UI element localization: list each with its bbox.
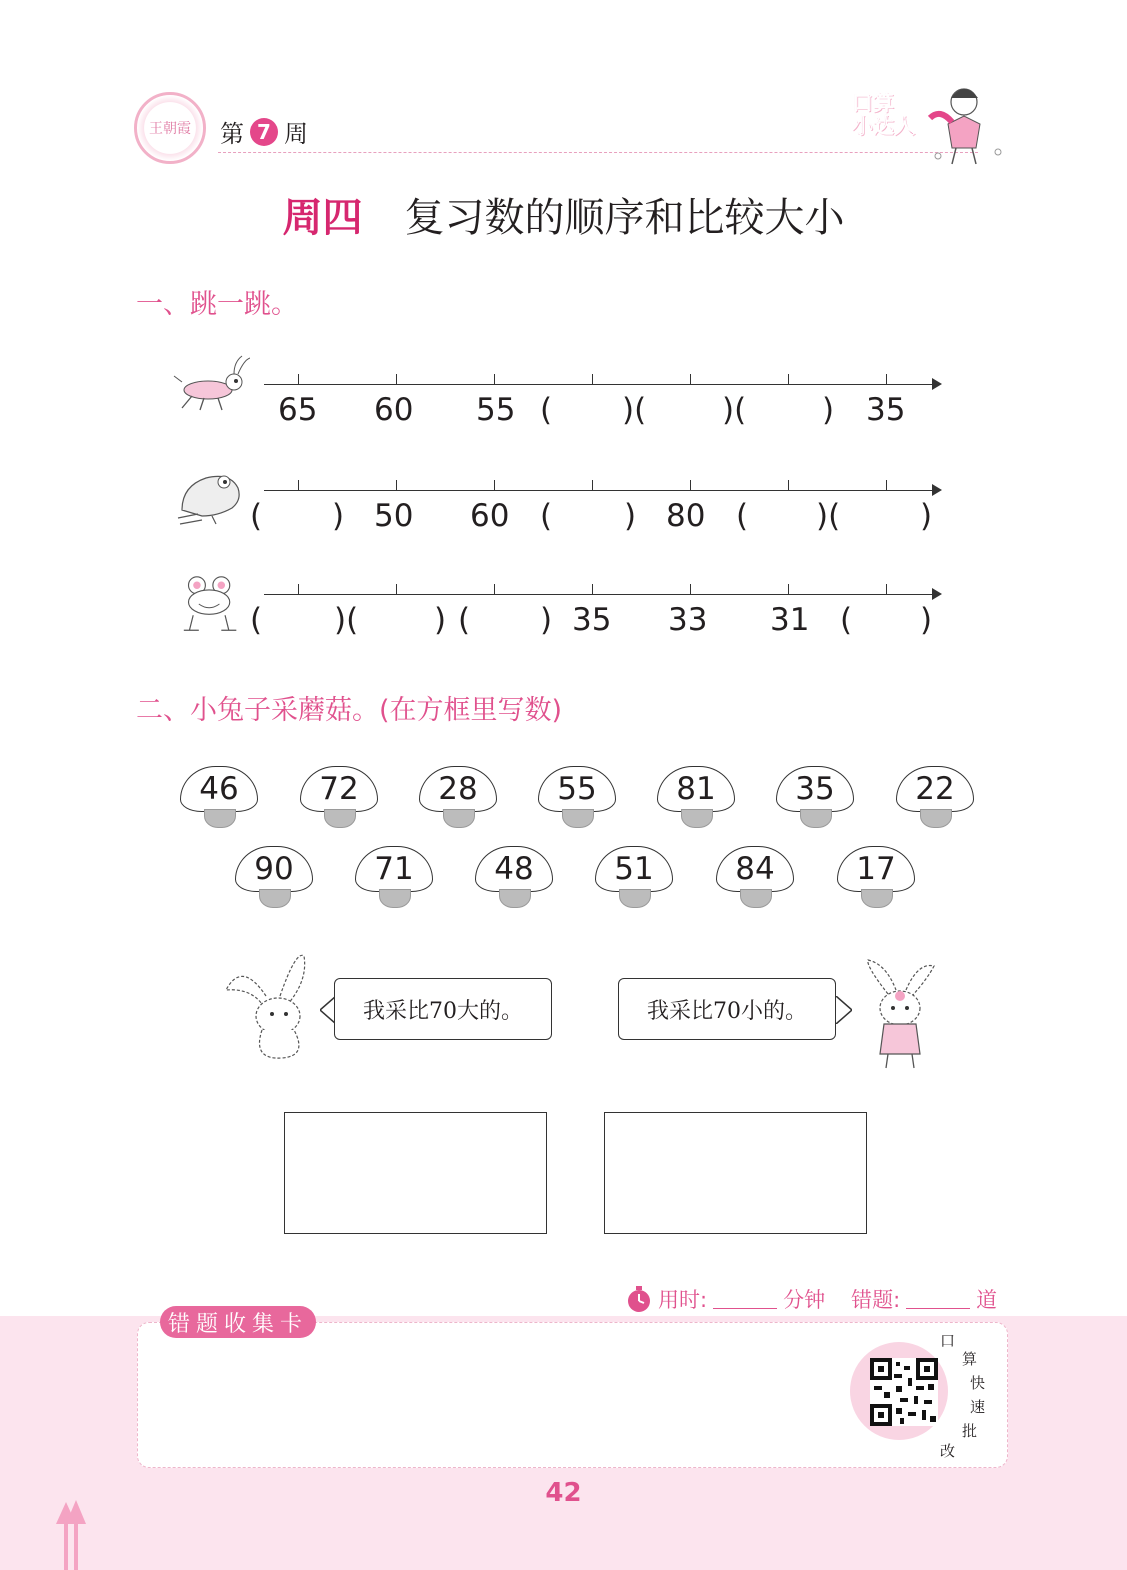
mushroom-number: 22	[896, 766, 974, 812]
errors-unit: 道	[976, 1288, 998, 1312]
qr-side-char: 批	[962, 1422, 978, 1440]
mushroom-stem	[861, 889, 893, 908]
publisher-logo	[134, 92, 206, 164]
nl2-label: 60	[470, 498, 510, 534]
mushroom-stem	[681, 809, 713, 828]
frog-standing-icon	[172, 574, 250, 634]
mushroom-card[interactable]	[896, 766, 976, 828]
mushroom-card[interactable]	[776, 766, 856, 828]
qr-side-char: 改	[940, 1442, 956, 1460]
mushroom-number: 90	[235, 846, 313, 892]
nl2-answer-blank[interactable]: (	[736, 498, 749, 534]
arrow-right-icon	[932, 484, 942, 496]
nl1-label: 65	[278, 392, 318, 428]
mushroom-card[interactable]	[657, 766, 737, 828]
qr-side-char: 快	[970, 1374, 986, 1392]
mushroom-number: 28	[419, 766, 497, 812]
mushroom-stem	[800, 809, 832, 828]
nl1-answer-blank[interactable]: )	[822, 392, 835, 428]
mushroom-card[interactable]	[180, 766, 260, 828]
mushroom-card[interactable]	[716, 846, 796, 908]
mushroom-number: 55	[538, 766, 616, 812]
speech-bubble-left: 我采比70大的。	[334, 978, 552, 1040]
cricket-icon	[172, 352, 250, 412]
mushroom-card[interactable]	[300, 766, 380, 828]
brand-line-2: 小达人	[852, 114, 915, 138]
nl2-answer-blank[interactable]: (	[250, 498, 263, 534]
nl1-label: 55	[476, 392, 516, 428]
errors-label: 错题:	[851, 1288, 901, 1312]
nl2-answer-blank[interactable]: )	[624, 498, 637, 534]
mushroom-card[interactable]	[355, 846, 435, 908]
nl1-answer-blank[interactable]: )(	[622, 392, 647, 428]
number-line-3-labels	[250, 602, 950, 642]
mushroom-stem	[499, 889, 531, 908]
nl3-label: 31	[770, 602, 810, 638]
mushroom-stem	[920, 809, 952, 828]
qr-side-char: 算	[962, 1350, 978, 1368]
mushroom-number: 81	[657, 766, 735, 812]
mushroom-number: 71	[355, 846, 433, 892]
frog-icon	[172, 466, 250, 526]
answer-box-greater[interactable]	[284, 1112, 547, 1234]
arrow-right-icon	[932, 588, 942, 600]
page-title	[0, 186, 1127, 243]
mushroom-number: 35	[776, 766, 854, 812]
qr-side-char: 速	[970, 1398, 986, 1416]
nl1-label: 35	[866, 392, 906, 428]
mushroom-stem	[740, 889, 772, 908]
publisher-logo-text: 王朝霞	[149, 121, 191, 137]
mushroom-stem	[324, 809, 356, 828]
number-line-2-labels	[250, 498, 950, 538]
page-number: 42	[545, 1478, 582, 1508]
nl1-label: 60	[374, 392, 414, 428]
nl3-answer-blank[interactable]: )(	[334, 602, 359, 638]
mushroom-card[interactable]	[475, 846, 555, 908]
nl3-answer-blank[interactable]: (	[840, 602, 853, 638]
time-label: 用时:	[658, 1288, 708, 1312]
nl2-answer-blank[interactable]: )(	[816, 498, 841, 534]
nl1-answer-blank[interactable]: )(	[722, 392, 747, 428]
rabbit-right-icon	[858, 958, 938, 1070]
mushroom-number: 72	[300, 766, 378, 812]
mushroom-number: 51	[595, 846, 673, 892]
section-1-heading: 一、跳一跳。	[136, 289, 298, 320]
brand-title	[852, 92, 915, 138]
mushroom-number: 46	[180, 766, 258, 812]
mushroom-stem	[379, 889, 411, 908]
nl1-answer-blank[interactable]: (	[540, 392, 553, 428]
qr-side-char: 口	[940, 1332, 956, 1350]
mushroom-card[interactable]	[837, 846, 917, 908]
section-2-heading: 二、小兔子采蘑菇。(在方框里写数)	[136, 695, 563, 726]
answer-box-less[interactable]	[604, 1112, 867, 1234]
nl2-answer-blank[interactable]: (	[540, 498, 553, 534]
mushroom-card[interactable]	[538, 766, 618, 828]
errors-input[interactable]	[906, 1290, 970, 1309]
arrow-right-icon	[932, 378, 942, 390]
corner-arrow-icon	[54, 1498, 88, 1570]
number-line-1-labels	[250, 392, 950, 432]
nl2-label: 50	[374, 498, 414, 534]
bubble-tail-right	[834, 996, 852, 1024]
mushroom-stem	[259, 889, 291, 908]
page-title-day: 周四	[282, 195, 363, 241]
nl2-answer-blank[interactable]: )	[332, 498, 345, 534]
time-input[interactable]	[713, 1290, 777, 1309]
brand-line-1: 口算	[852, 91, 894, 115]
mushroom-stem	[562, 809, 594, 828]
rabbit-left-icon	[222, 950, 318, 1062]
time-unit: 分钟	[783, 1288, 826, 1312]
stopwatch-icon	[626, 1285, 652, 1313]
nl3-answer-blank[interactable]: (	[458, 602, 471, 638]
nl3-label: 35	[572, 602, 612, 638]
week-prefix: 第	[220, 120, 244, 148]
nl3-answer-blank[interactable]: )	[540, 602, 553, 638]
error-collection-card-title: 错题收集卡	[160, 1306, 316, 1338]
mushroom-number: 48	[475, 846, 553, 892]
nl2-label: 80	[666, 498, 706, 534]
nl3-answer-blank[interactable]: )	[920, 602, 933, 638]
week-suffix: 周	[284, 120, 308, 148]
mushroom-stem	[443, 809, 475, 828]
nl3-answer-blank[interactable]: )	[434, 602, 447, 638]
mushroom-card[interactable]	[235, 846, 315, 908]
mushroom-stem	[204, 809, 236, 828]
nl2-answer-blank[interactable]: )	[920, 498, 933, 534]
mushroom-card[interactable]	[419, 766, 499, 828]
nl3-label: 33	[668, 602, 708, 638]
mushroom-stem	[619, 889, 651, 908]
week-label	[220, 114, 308, 149]
page-title-topic: 复习数的顺序和比较大小	[404, 195, 845, 241]
nl3-answer-blank[interactable]: (	[250, 602, 263, 638]
time-and-errors-line	[626, 1284, 997, 1314]
speech-bubble-right: 我采比70小的。	[618, 978, 836, 1040]
mushroom-card[interactable]	[595, 846, 675, 908]
week-number-badge: 7	[250, 118, 278, 146]
qr-code-icon[interactable]	[870, 1358, 938, 1426]
mushroom-number: 84	[716, 846, 794, 892]
mushroom-number: 17	[837, 846, 915, 892]
